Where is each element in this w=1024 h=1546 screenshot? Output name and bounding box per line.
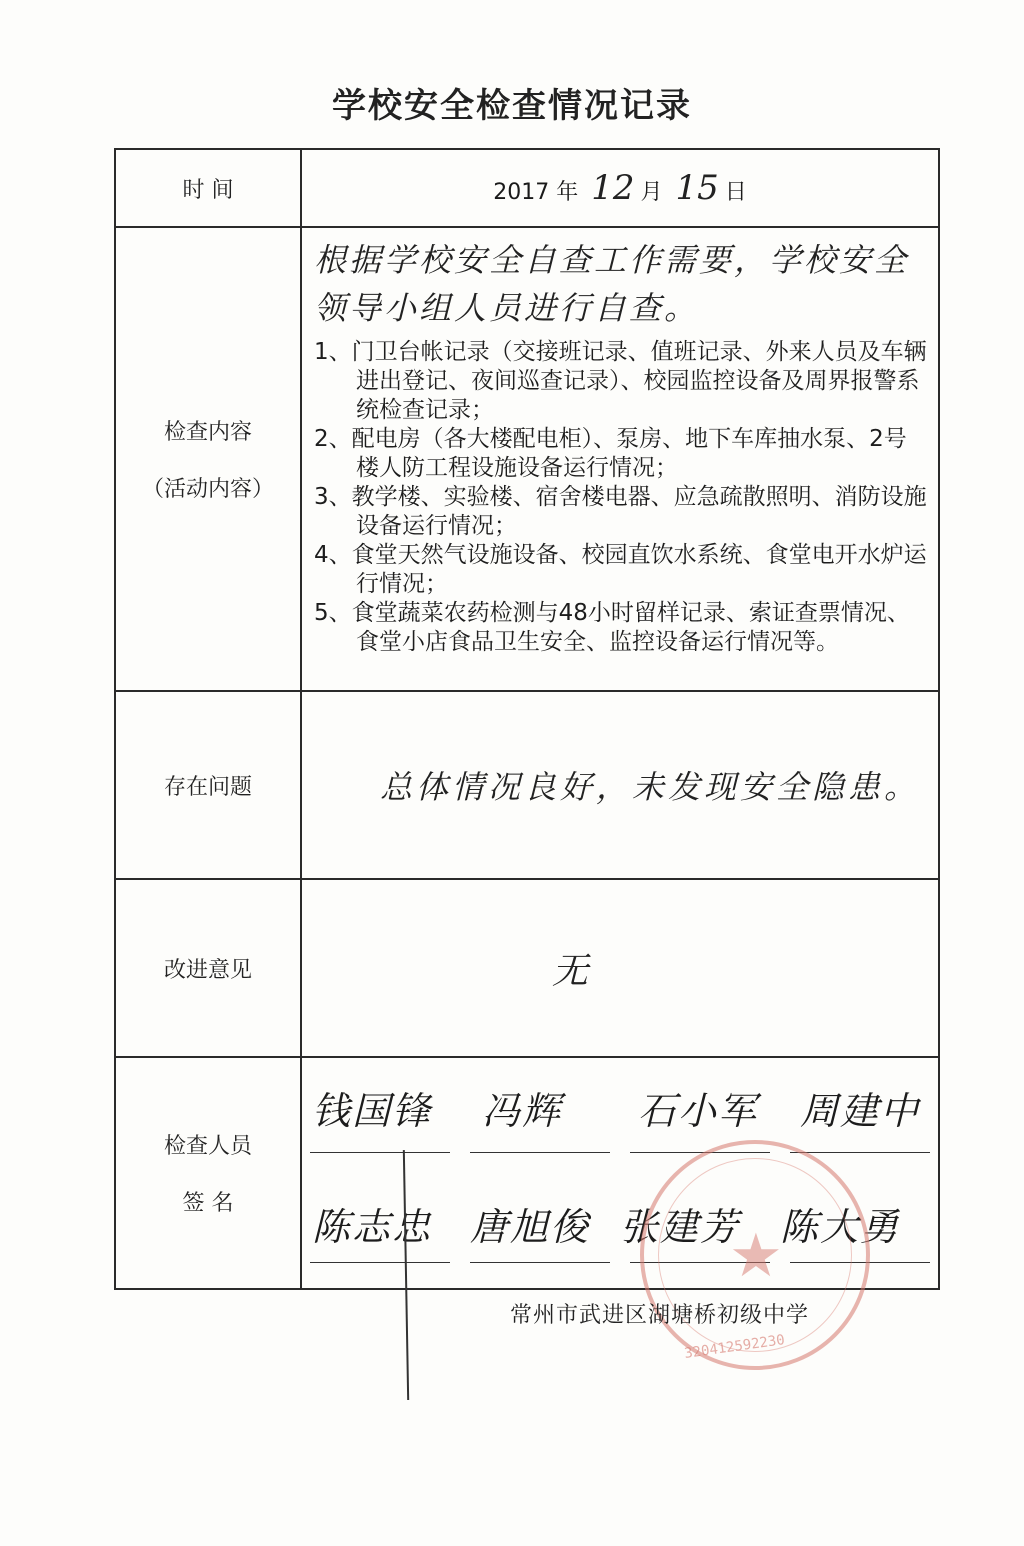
signature-line xyxy=(470,1262,610,1263)
issues-handwritten: 总体情况良好，未发现安全隐患。 xyxy=(379,768,920,806)
content-items xyxy=(314,338,928,657)
signature-line xyxy=(470,1152,610,1153)
content-item: 1、门卫台帐记录（交接班记录、值班记录、外来人员及车辆进出登记、夜间巡查记录）、校园监控设备及周界报警系统检查记录； xyxy=(314,339,927,423)
signature-line xyxy=(310,1152,450,1153)
handwritten-intro: 根据学校安全自查工作需要，学校安全领导小组人员进行自查。 xyxy=(314,241,910,327)
signature-line xyxy=(310,1262,450,1263)
date-month-suffix: 月 xyxy=(640,180,663,205)
content-cell xyxy=(301,227,939,691)
signature: 唐旭俊 xyxy=(470,1205,591,1249)
content-item: 2、配电房（各大楼配电柜）、泵房、地下车库抽水泵、2号楼人防工程设施设备运行情况； xyxy=(314,426,907,481)
page-title: 学校安全检查情况记录 xyxy=(332,86,692,126)
inspectors-label-cell xyxy=(115,1057,301,1289)
signature: 冯辉 xyxy=(482,1089,563,1133)
improvement-row xyxy=(115,879,939,1057)
signature: 石小军 xyxy=(638,1089,759,1133)
star-icon: ★ xyxy=(729,1221,783,1291)
improvement-cell xyxy=(301,879,939,1057)
issues-row xyxy=(115,691,939,879)
content-sublabel: （活动内容） xyxy=(141,477,274,502)
date-month: 12 xyxy=(591,168,635,208)
stamp-number: 320412592230 xyxy=(683,1332,786,1362)
signature: 陈大勇 xyxy=(780,1205,901,1249)
content-item: 5、食堂蔬菜农药检测与48小时留样记录、索证查票情况、食堂小店食品卫生安全、监控设备运行情况等。 xyxy=(314,600,910,655)
issues-label: 存在问题 xyxy=(115,691,301,879)
inspectors-sublabel: 签 名 xyxy=(182,1191,234,1216)
content-label-cell xyxy=(115,227,301,691)
date-day: 15 xyxy=(675,168,719,208)
inspectors-label: 检查人员 xyxy=(163,1134,252,1159)
signature: 周建中 xyxy=(800,1089,921,1133)
improvement-handwritten: 无 xyxy=(552,950,589,992)
content-label: 检查内容 xyxy=(163,420,252,445)
content-row xyxy=(115,227,939,691)
content-item: 4、食堂天然气设施设备、校园直饮水系统、食堂电开水炉运行情况； xyxy=(314,542,927,597)
date-year: 2017 xyxy=(493,180,550,205)
signature: 钱国锋 xyxy=(312,1089,433,1133)
date-year-suffix: 年 xyxy=(556,180,579,205)
content-item: 3、教学楼、实验楼、宿舍楼电器、应急疏散照明、消防设施设备运行情况； xyxy=(314,484,927,539)
official-stamp xyxy=(640,1140,870,1370)
time-row xyxy=(115,149,939,227)
signature: 张建芳 xyxy=(620,1205,741,1249)
date-value xyxy=(301,149,939,227)
signature: 陈志忠 xyxy=(312,1205,433,1249)
improvement-label: 改进意见 xyxy=(115,879,301,1057)
time-label: 时 间 xyxy=(115,149,301,227)
school-name: 常州市武进区湖塘桥初级中学 xyxy=(510,1303,810,1328)
date-day-suffix: 日 xyxy=(724,180,747,205)
signature-line xyxy=(790,1152,930,1153)
issues-cell xyxy=(301,691,939,879)
